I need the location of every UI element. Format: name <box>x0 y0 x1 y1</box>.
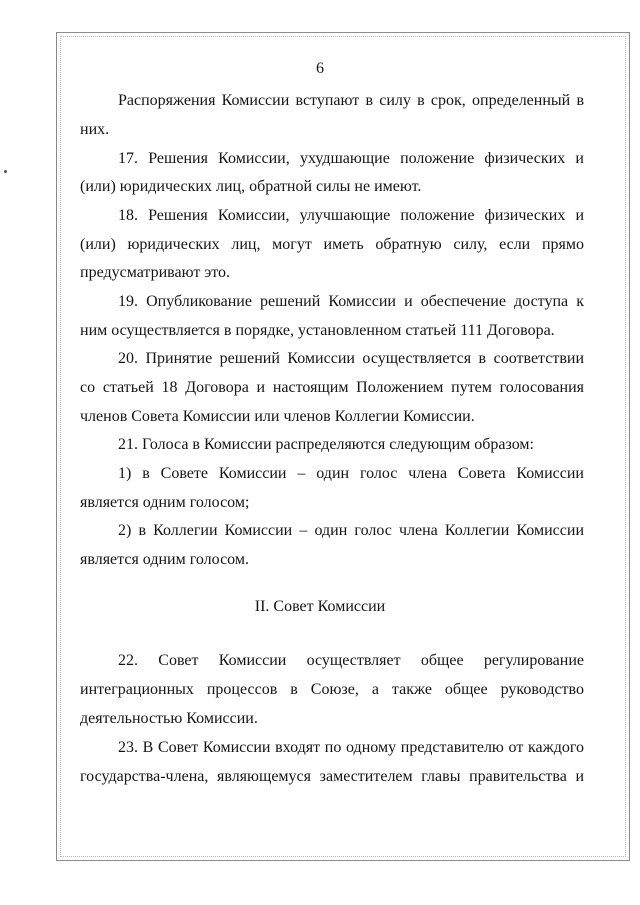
paragraph-23-line: 23. В Совет Комиссии входят по одному представителю от каждого <box>118 739 584 756</box>
text-line: со статьей 18 Договора и настоящим Положением путем голосования <box>80 379 584 396</box>
list-item-1-line: 1) в Совете Комиссии – один голос члена Совета Комиссии <box>118 465 584 482</box>
text-line: них. <box>80 121 110 138</box>
list-item-2-line: 2) в Коллегии Комиссии – один голос члена Коллегии Комиссии <box>118 522 584 539</box>
text-line: является одним голосом; <box>80 494 250 511</box>
text-line: интеграционных процессов в Союзе, а также общее руководство <box>80 681 584 698</box>
paragraph-22-line: 22. Совет Комиссии осуществляет общее регулирование <box>118 652 584 669</box>
paragraph-21-line: 21. Голоса в Комиссии распределяются следующим образом: <box>118 436 534 453</box>
page-number: 6 <box>316 60 324 77</box>
text-line: ним осуществляется в порядке, установленном статьей 111 Договора. <box>80 322 555 339</box>
text-line: государства-члена, являющемуся заместителем главы правительства и <box>80 768 584 785</box>
paragraph-17-line: 17. Решения Комиссии, ухудшающие положение физических и <box>118 150 584 167</box>
paragraph-19-line: 19. Опубликование решений Комиссии и обеспечение доступа к <box>118 293 584 310</box>
paragraph-18-line: 18. Решения Комиссии, улучшающие положение физических и <box>118 207 584 224</box>
text-line: членов Совета Комиссии или членов Коллегии Комиссии. <box>80 408 475 425</box>
text-line: деятельностью Комиссии. <box>80 710 258 727</box>
text-line: предусматривают это. <box>80 264 230 281</box>
paragraph-20-line: 20. Принятие решений Комиссии осуществляется в соответствии <box>118 350 584 367</box>
scan-artifact-mark <box>4 170 7 173</box>
text-line: Распоряжения Комиссии вступают в силу в срок, определенный в <box>118 92 584 109</box>
text-line: является одним голосом. <box>80 551 249 568</box>
text-line: (или) юридических лиц, могут иметь обратную силу, если прямо <box>80 236 584 253</box>
section-heading: II. Совет Комиссии <box>254 598 386 615</box>
text-line: (или) юридических лиц, обратной силы не имеют. <box>80 178 422 195</box>
